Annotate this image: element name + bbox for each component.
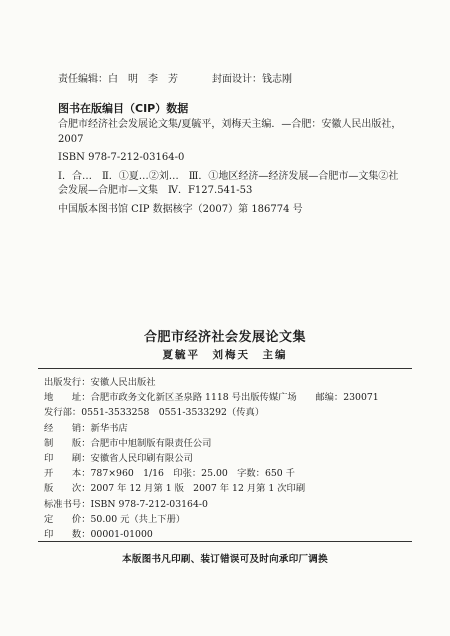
responsible-editor: 责任编辑：白 明 李 芳 [58,74,178,85]
pub-row-plate-making: 制 版： 合肥市中旭制版有限责任公司 [44,437,212,449]
book-title: 合肥市经济社会发展论文集 [143,330,306,345]
top-divider [38,368,412,369]
pub-row-sales-dept: 发 行部： 0551-3533258 0551-3533292（传真） [44,407,265,419]
cip-isbn: ISBN 978-7-212-03164-0 [58,152,185,163]
pub-row-print-run: 印 数： 00001-01000 [44,529,153,541]
cip-number: 中国版本图书馆 CIP 数据核字（2007）第 186774 号 [58,203,303,215]
pub-row-price: 定 价： 50.00 元（共上下册） [44,513,186,525]
cip-entry: 合肥市经济社会发展论文集/夏毓平，刘梅天主编．—合肥：安徽人民出版社，2007 [58,119,402,145]
publication-info [44,375,379,542]
cip-data-block [58,118,403,221]
pub-row-edition: 版 次： 2007 年 12 月第 1 版 2007 年 12 月第 1 次印刷 [44,483,306,495]
pub-row-publisher: 出版发行 ： 安徽人民出版社 [44,377,156,388]
replacement-notice: 本版图书凡印刷、装订错误可及时向承印厂调换 [122,554,328,565]
book-authors: 夏毓平 刘梅天 主编 [162,349,288,361]
pub-row-format: 开 本： 787×960 1/16 印张：25.00 字数：650 千 [44,468,295,480]
pub-row-distributor: 经 销： 新华书店 [44,422,128,434]
cover-designer: 封面设计：钱志刚 [212,74,292,85]
pub-row-isbn: 标准书号 ： ISBN 978-7-212-03164-0 [44,498,208,510]
credits-line [58,70,292,85]
cip-subjects: Ⅰ．合… Ⅱ．①夏…②刘… Ⅲ．①地区经济—经济发展—合肥市—文集②社会发展—合肥市—文集 Ⅳ．F127.541-53 [58,170,399,196]
bottom-divider [38,541,412,542]
pub-row-printer: 印 刷： 安徽省人民印刷有限公司 [44,453,193,465]
cip-heading: 图书在版编目（CIP）数据 [58,102,189,115]
pub-row-address: 地 址： 合肥市政务文化新区圣泉路 1118 号出版传媒广场 邮编：230071 [44,392,379,404]
